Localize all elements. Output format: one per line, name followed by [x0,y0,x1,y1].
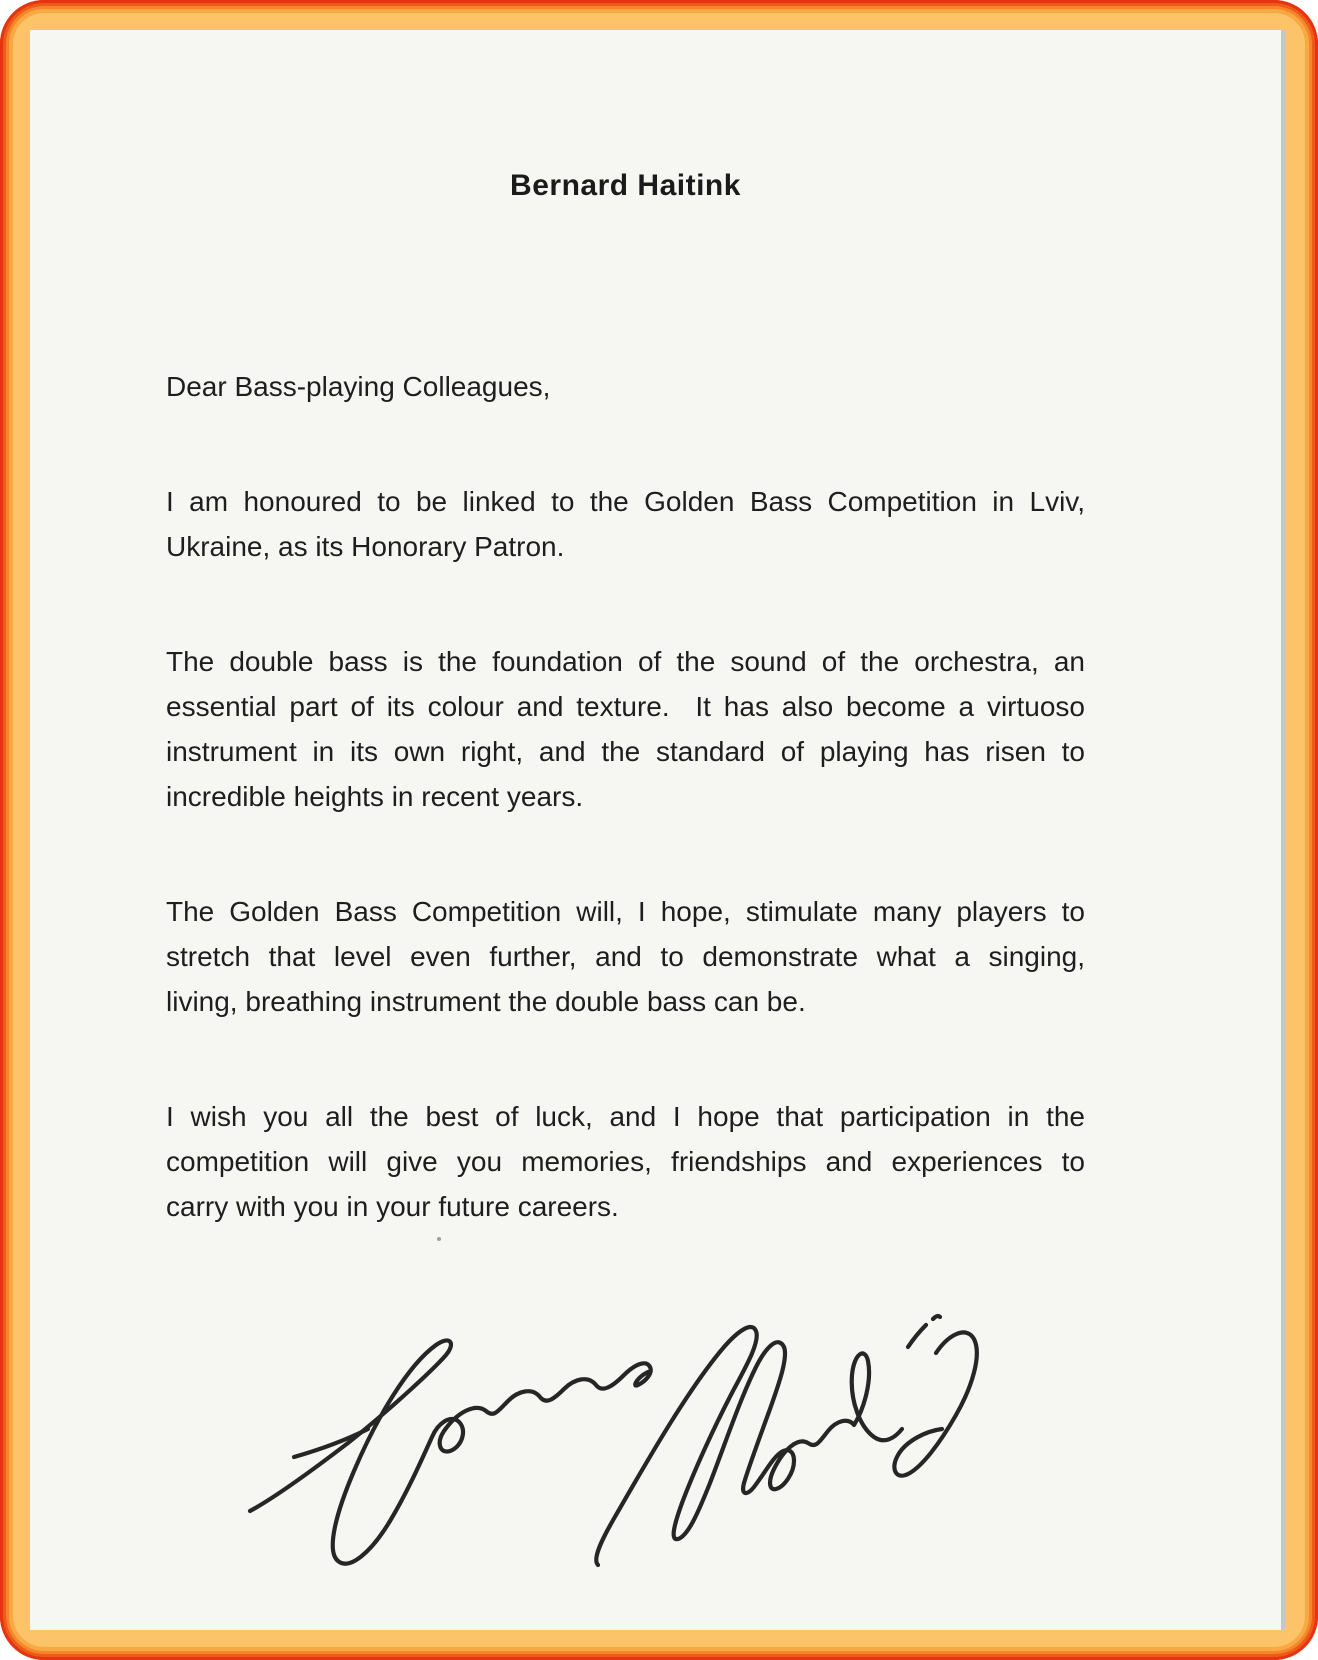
paragraph-line: incredible heights in recent years. [166,781,584,812]
paragraph-line: competition will give you memories, friendships and experiences to [166,1146,1085,1177]
paragraph-line: stretch that level even further, and to demonstrate what a singing, [166,941,1085,972]
letter-content [166,30,1085,1589]
signature-stroke-h1 [596,1327,757,1565]
letter-title: Bernard Haitink [510,169,741,202]
letter-salutation: Dear Bass-playing Colleagues, [166,371,551,402]
paragraph-line: carry with you in your future careers. [166,1191,619,1222]
paragraph [166,1094,1085,1229]
signature-stroke-flourish [294,1429,368,1457]
ink-speck [437,1237,441,1241]
signature-stroke-accent [908,1325,926,1347]
paragraph-line: I am honoured to be linked to the Golden Bass Competition in Lviv, [166,486,1085,517]
paragraph-line: Ukraine, as its Honorary Patron. [166,531,565,562]
paragraph [166,889,1085,1024]
paragraph-line: The double bass is the foundation of the sound of the orchestra, an [166,646,1085,677]
signature-stroke-accent-dot [933,1316,940,1319]
paragraph-line: I wish you all the best of luck, and I hope that participation in the [166,1101,1085,1132]
letter-body [166,479,1085,1229]
paragraph-line: living, breathing instrument the double bass can be. [166,986,806,1017]
paragraph-line: instrument in its own right, and the standard of playing has risen to [166,736,1085,767]
signature-stroke-final-loop [894,1332,976,1475]
handwritten-signature-svg [236,1259,996,1589]
paragraph-line: The Golden Bass Competition will, I hope, stimulate many players to [166,896,1085,927]
paragraph-line: essential part of its colour and texture. It has also become a virtuoso [166,691,1085,722]
paragraph [166,639,1085,819]
signature [236,1259,996,1589]
letter-paper [30,30,1285,1630]
paragraph [166,479,1085,569]
